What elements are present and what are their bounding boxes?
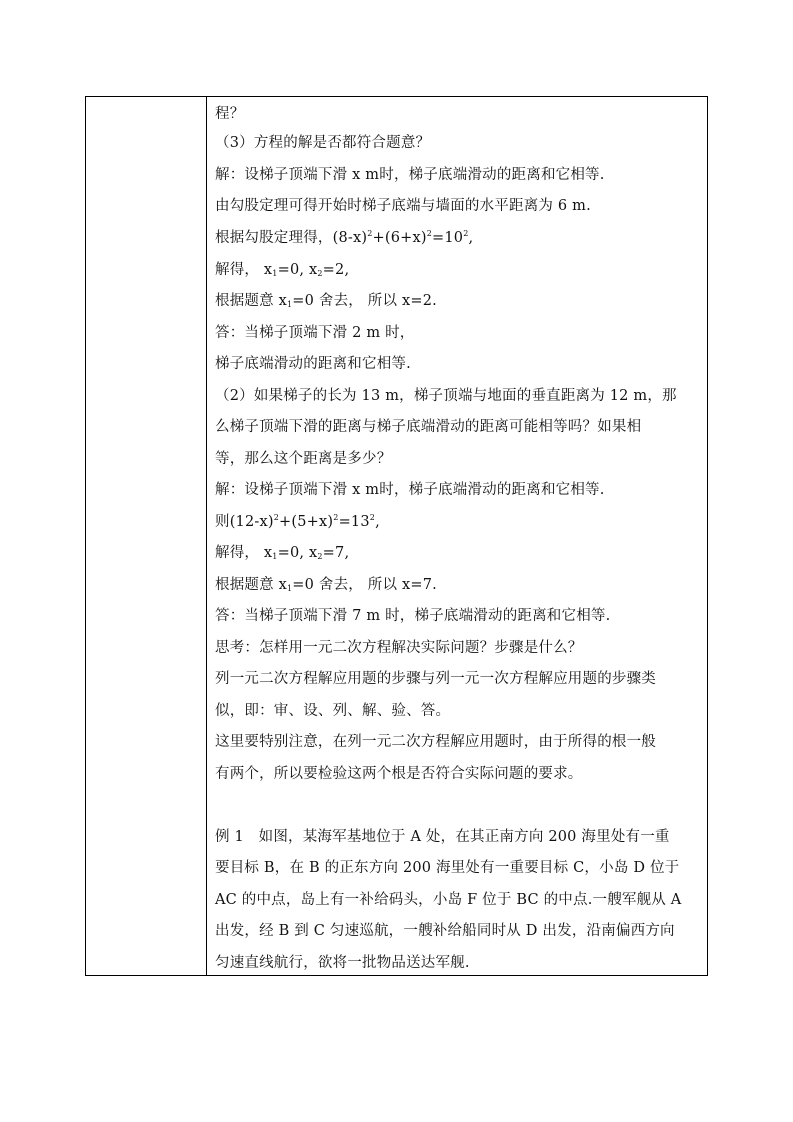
text: 答：当梯子顶端下滑 7 m 时，梯子底端滑动的距离和它相等. (215, 608, 611, 624)
text: =0 舍去， 所以 x=7. (292, 577, 437, 593)
text: 解：设梯子顶端下滑 x m时，梯子底端滑动的距离和它相等. (215, 482, 605, 498)
text: 解：设梯子顶端下滑 x m时，梯子底端滑动的距离和它相等. (215, 167, 605, 183)
text: 要目标 B，在 B 的正东方向 200 海里处有一重要目标 C，小岛 D 位于 (215, 860, 680, 876)
text: =13 (338, 514, 370, 530)
text-line (215, 412, 701, 442)
exponent: 2 (369, 513, 376, 522)
text-line (215, 601, 701, 631)
text: 有两个，所以要检验这两个根是否符合实际问题的要求。 (215, 766, 583, 782)
subscript: 2 (317, 269, 323, 278)
subscript: 1 (287, 584, 293, 593)
text: +(5+x) (279, 514, 334, 530)
subscript: 1 (272, 269, 278, 278)
text-line (215, 475, 701, 505)
text: （3）方程的解是否都符合题意？ (215, 135, 431, 151)
text: 则(12-x) (215, 514, 274, 530)
text: 么梯子顶端下滑的距离与梯子底端滑动的距离可能相等吗？如果相 (215, 419, 642, 435)
equation-line (215, 507, 701, 537)
text: , (468, 230, 474, 246)
exponent: 2 (333, 513, 339, 522)
text: 思考：怎样用一元二次方程解决实际问题？步骤是什么？ (215, 640, 583, 656)
subscript: 1 (272, 552, 278, 561)
text-line (215, 570, 701, 600)
text: 根据题意 x (215, 577, 287, 593)
text-line (215, 128, 701, 158)
text-line (215, 948, 701, 978)
text: +(6+x) (372, 230, 427, 246)
text: 梯子底端滑动的距离和它相等. (215, 356, 411, 372)
text: AC 的中点，岛上有一补给码头，小岛 F 位于 BC 的中点.一艘军舰从 A (215, 892, 682, 908)
text-line (215, 381, 701, 411)
text: 根据题意 x (215, 293, 287, 309)
subscript: 2 (317, 552, 323, 561)
text: 列一元二次方程解应用题的步骤与列一元一次方程解应用题的步骤类 (215, 671, 656, 687)
exponent: 2 (273, 513, 280, 522)
text: =7, (322, 545, 350, 561)
text-line (215, 318, 701, 348)
left-column-cell (86, 97, 207, 975)
text: 等，那么这个距离是多少？ (215, 451, 392, 467)
text-line (215, 853, 701, 883)
solution-line (215, 538, 701, 568)
text: =0 舍去， 所以 x=2. (292, 293, 437, 309)
text-line (215, 885, 701, 915)
text: =2, (322, 262, 350, 278)
text: =0, x (277, 545, 318, 561)
lesson-table (85, 96, 708, 976)
text-line (215, 99, 701, 129)
text-line (215, 822, 701, 852)
text-line (215, 444, 701, 474)
text: 解得， x (215, 545, 273, 561)
text: 程？ (215, 106, 245, 122)
text-line (215, 349, 701, 379)
solution-line (215, 255, 701, 285)
exponent: 2 (367, 229, 373, 238)
text-line (215, 759, 701, 789)
text: =0, x (277, 262, 318, 278)
text: 答：当梯子顶端下滑 2 m 时， (215, 325, 415, 341)
text: 例 1 如图，某海军基地位于 A 处，在其正南方向 200 海里处有一重 (215, 829, 670, 845)
text-line (215, 286, 701, 316)
text-line (215, 696, 701, 726)
text: 似，即：审、设、列、解、验、答。 (215, 703, 451, 719)
text: 根据勾股定理得，(8-x) (215, 230, 368, 246)
content-cell (207, 97, 707, 975)
text: 匀速直线航行，欲将一批物品送达军舰. (215, 955, 470, 971)
text: 由勾股定理可得开始时梯子底端与墙面的水平距离为 6 m. (215, 198, 591, 214)
text: , (375, 514, 380, 530)
text: （2）如果梯子的长为 13 m，梯子顶端与地面的垂直距离为 12 m，那 (215, 388, 677, 404)
text-line (215, 191, 701, 221)
text: 解得， x (215, 262, 273, 278)
text-line (215, 160, 701, 190)
exponent: 2 (426, 229, 433, 238)
text-line (215, 727, 701, 757)
text: =10 (432, 230, 464, 246)
exponent: 2 (463, 229, 469, 238)
text-line (215, 916, 701, 946)
text: 出发，经 B 到 C 匀速巡航，一艘补给船同时从 D 出发，沿南偏西方向 (215, 923, 675, 939)
text-line (215, 664, 701, 694)
subscript: 1 (287, 300, 293, 309)
text: 这里要特别注意，在列一元二次方程解应用题时，由于所得的根一般 (215, 734, 656, 750)
equation-line (215, 223, 701, 253)
text-line (215, 633, 701, 663)
